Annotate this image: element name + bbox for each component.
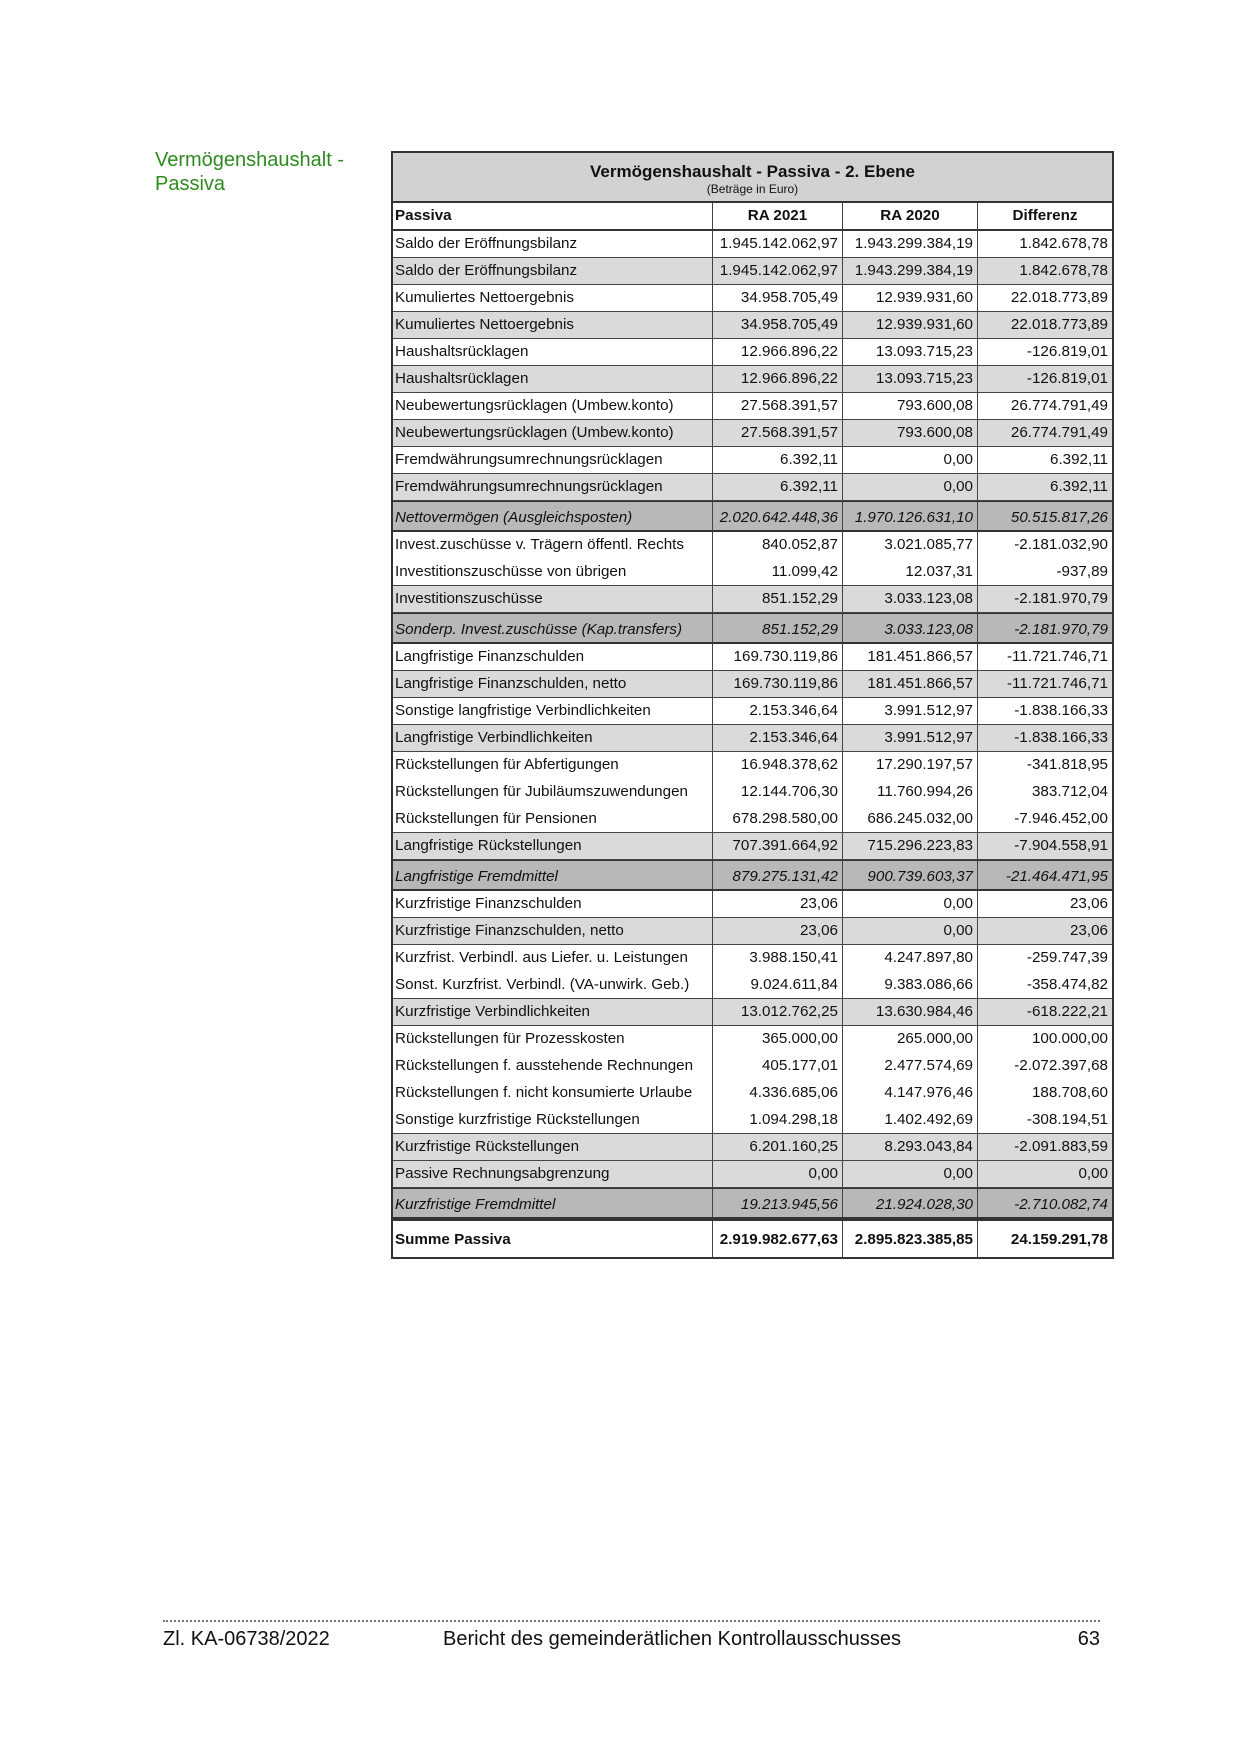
cell-differenz: 22.018.773,89: [1010, 316, 1108, 333]
cell-label: Langfristige Rückstellungen: [393, 833, 713, 859]
cell-label: Sonstige langfristige Verbindlichkeiten: [393, 698, 713, 724]
cell-differenz: -126.819,01: [1026, 370, 1108, 387]
cell-ra-2020: 4.247.897,80: [843, 945, 978, 972]
cell-label: Summe Passiva: [393, 1221, 713, 1257]
total-row: [393, 1188, 1112, 1219]
cell-differenz: 383.712,04: [1031, 783, 1108, 800]
cell-ra-2020: 13.093.715,23: [843, 339, 978, 365]
cell-ra-2020: 0,00: [843, 891, 978, 917]
cell-ra-2021: 16.948.378,62: [713, 752, 843, 779]
cell-differenz: 6.392,11: [1050, 478, 1108, 495]
total-row: [393, 613, 1112, 644]
subtotal-row: [393, 725, 1112, 752]
cell-differenz: 24.159.291,78: [1010, 1231, 1108, 1248]
cell-ra-2020: 900.739.603,37: [843, 861, 978, 889]
cell-ra-2021: 13.012.762,25: [713, 999, 843, 1025]
cell-differenz: -341.818,95: [1026, 756, 1108, 773]
table-title: Vermögenshaushalt - Passiva - 2. Ebene: [589, 162, 916, 181]
cell-label: Sonstige kurzfristige Rückstellungen: [393, 1107, 713, 1133]
footer-title: Bericht des gemeinderätlichen Kontrollausschusses: [443, 1628, 902, 1650]
cell-differenz: -7.904.558,91: [1014, 837, 1108, 854]
cell-label: Haushaltsrücklagen: [393, 339, 713, 365]
cell-ra-2021: 169.730.119,86: [713, 671, 843, 697]
cell-differenz: -11.721.746,71: [1006, 675, 1108, 692]
cell-differenz: 22.018.773,89: [1010, 289, 1108, 306]
cell-label: Langfristige Finanzschulden: [393, 644, 713, 670]
cell-ra-2021: 11.099,42: [713, 559, 843, 585]
cell-label: Langfristige Fremdmittel: [393, 861, 713, 889]
cell-differenz: -2.181.970,79: [1014, 621, 1108, 638]
table-row: [393, 752, 1112, 779]
cell-label: Investitionszuschüsse: [393, 586, 713, 612]
total-row: [393, 860, 1112, 891]
cell-ra-2020: 1.943.299.384,19: [843, 258, 978, 284]
cell-ra-2020: 1.402.492,69: [843, 1107, 978, 1133]
cell-ra-2020: 9.383.086,66: [843, 972, 978, 998]
footer-divider: [163, 1620, 1100, 1622]
cell-ra-2021: 6.201.160,25: [713, 1134, 843, 1160]
subtotal-row: [393, 999, 1112, 1026]
subtotal-row: [393, 586, 1112, 613]
cell-differenz: 0,00: [1078, 1165, 1108, 1182]
column-header-ra2021: RA 2021: [713, 203, 843, 229]
cell-label: Rückstellungen für Prozesskosten: [393, 1026, 713, 1053]
table-row: [393, 447, 1112, 474]
cell-ra-2020: 0,00: [843, 1161, 978, 1187]
cell-ra-2020: 21.924.028,30: [843, 1189, 978, 1217]
cell-ra-2020: 3.991.512,97: [843, 725, 978, 751]
cell-differenz: -1.838.166,33: [1014, 702, 1108, 719]
cell-ra-2020: 3.991.512,97: [843, 698, 978, 724]
subtotal-row: [393, 258, 1112, 285]
cell-label: Haushaltsrücklagen: [393, 366, 713, 392]
cell-ra-2021: 2.153.346,64: [713, 698, 843, 724]
subtotal-row: [393, 366, 1112, 393]
cell-differenz: -2.710.082,74: [1014, 1196, 1108, 1213]
cell-ra-2020: 13.093.715,23: [843, 366, 978, 392]
cell-label: Fremdwährungsumrechnungsrücklagen: [393, 474, 713, 500]
cell-ra-2020: 793.600,08: [843, 420, 978, 446]
subtotal-row: [393, 918, 1112, 945]
table-row: [393, 285, 1112, 312]
cell-label: Invest.zuschüsse v. Trägern öffentl. Rechts: [393, 532, 713, 559]
cell-ra-2020: 11.760.994,26: [843, 779, 978, 806]
cell-ra-2020: 686.245.032,00: [843, 806, 978, 832]
cell-label: Kumuliertes Nettoergebnis: [393, 285, 713, 311]
cell-label: Sonst. Kurzfrist. Verbindl. (VA-unwirk. Geb.): [393, 972, 713, 998]
cell-label: Neubewertungsrücklagen (Umbew.konto): [393, 393, 713, 419]
cell-differenz: 100.000,00: [1031, 1030, 1108, 1047]
cell-label: Rückstellungen für Pensionen: [393, 806, 713, 832]
cell-ra-2021: 23,06: [713, 918, 843, 944]
cell-ra-2021: 169.730.119,86: [713, 644, 843, 670]
footer-reference: Zl. KA-06738/2022: [163, 1628, 330, 1650]
grand-total-row: [393, 1219, 1112, 1257]
cell-ra-2021: 27.568.391,57: [713, 420, 843, 446]
table-row: [393, 532, 1112, 559]
cell-ra-2021: 19.213.945,56: [713, 1189, 843, 1217]
total-row: [393, 501, 1112, 532]
cell-ra-2020: 715.296.223,83: [843, 833, 978, 859]
cell-differenz: 23,06: [1069, 895, 1108, 912]
cell-label: Rückstellungen f. ausstehende Rechnungen: [393, 1053, 713, 1080]
cell-ra-2020: 1.970.126.631,10: [843, 502, 978, 530]
cell-label: Sonderp. Invest.zuschüsse (Kap.transfers): [393, 614, 713, 642]
table-subtitle: (Beträge in Euro): [706, 182, 799, 196]
cell-ra-2021: 23,06: [713, 891, 843, 917]
cell-label: Langfristige Finanzschulden, netto: [393, 671, 713, 697]
cell-differenz: 26.774.791,49: [1010, 397, 1108, 414]
cell-label: Kurzfristige Verbindlichkeiten: [393, 999, 713, 1025]
cell-label: Rückstellungen für Jubiläumszuwendungen: [393, 779, 713, 806]
cell-differenz: -126.819,01: [1026, 343, 1108, 360]
cell-ra-2021: 27.568.391,57: [713, 393, 843, 419]
cell-ra-2020: 4.147.976,46: [843, 1080, 978, 1107]
cell-ra-2021: 12.966.896,22: [713, 366, 843, 392]
cell-ra-2021: 6.392,11: [713, 474, 843, 500]
cell-label: Kurzfristige Finanzschulden, netto: [393, 918, 713, 944]
cell-ra-2020: 17.290.197,57: [843, 752, 978, 779]
cell-label: Kumuliertes Nettoergebnis: [393, 312, 713, 338]
cell-differenz: -618.222,21: [1026, 1003, 1108, 1020]
table-row: [393, 393, 1112, 420]
cell-differenz: -21.464.471,95: [1005, 868, 1108, 885]
cell-ra-2020: 0,00: [843, 918, 978, 944]
cell-ra-2020: 2.895.823.385,85: [843, 1221, 978, 1257]
table-row: [393, 1026, 1112, 1053]
cell-label: Kurzfristige Rückstellungen: [393, 1134, 713, 1160]
cell-label: Saldo der Eröffnungsbilanz: [393, 231, 713, 257]
cell-ra-2021: 707.391.664,92: [713, 833, 843, 859]
cell-label: Saldo der Eröffnungsbilanz: [393, 258, 713, 284]
table-row: [393, 779, 1112, 806]
column-header-ra2020: RA 2020: [843, 203, 978, 229]
column-header-differenz: Differenz: [1012, 207, 1078, 224]
cell-ra-2020: 181.451.866,57: [843, 644, 978, 670]
cell-differenz: -2.181.032,90: [1014, 536, 1108, 553]
cell-differenz: -259.747,39: [1026, 949, 1108, 966]
passiva-table: [391, 151, 1114, 1259]
column-header-row: [393, 203, 1112, 231]
cell-differenz: -358.474,82: [1026, 976, 1108, 993]
cell-differenz: 6.392,11: [1050, 451, 1108, 468]
cell-ra-2020: 2.477.574,69: [843, 1053, 978, 1080]
cell-ra-2020: 181.451.866,57: [843, 671, 978, 697]
cell-differenz: -2.072.397,68: [1014, 1057, 1108, 1074]
cell-ra-2021: 6.392,11: [713, 447, 843, 473]
table-row: [393, 1080, 1112, 1107]
cell-differenz: -2.091.883,59: [1014, 1138, 1108, 1155]
table-row: [393, 806, 1112, 833]
cell-ra-2020: 12.939.931,60: [843, 285, 978, 311]
cell-ra-2020: 3.033.123,08: [843, 614, 978, 642]
cell-ra-2021: 851.152,29: [713, 614, 843, 642]
cell-ra-2021: 1.094.298,18: [713, 1107, 843, 1133]
cell-differenz: -7.946.452,00: [1014, 810, 1108, 827]
cell-ra-2020: 3.021.085,77: [843, 532, 978, 559]
cell-label: Investitionszuschüsse von übrigen: [393, 559, 713, 585]
cell-ra-2021: 879.275.131,42: [713, 861, 843, 889]
cell-differenz: 1.842.678,78: [1019, 262, 1108, 279]
cell-label: Nettovermögen (Ausgleichsposten): [393, 502, 713, 530]
subtotal-row: [393, 1134, 1112, 1161]
table-body: [393, 231, 1112, 1257]
subtotal-row: [393, 1161, 1112, 1188]
cell-ra-2021: 3.988.150,41: [713, 945, 843, 972]
cell-label: Fremdwährungsumrechnungsrücklagen: [393, 447, 713, 473]
cell-ra-2021: 1.945.142.062,97: [713, 258, 843, 284]
table-row: [393, 891, 1112, 918]
cell-ra-2020: 265.000,00: [843, 1026, 978, 1053]
cell-differenz: -11.721.746,71: [1006, 648, 1108, 665]
cell-ra-2020: 3.033.123,08: [843, 586, 978, 612]
cell-differenz: 26.774.791,49: [1010, 424, 1108, 441]
cell-label: Kurzfristige Fremdmittel: [393, 1189, 713, 1217]
cell-ra-2021: 365.000,00: [713, 1026, 843, 1053]
cell-ra-2021: 12.966.896,22: [713, 339, 843, 365]
cell-label: Kurzfristige Finanzschulden: [393, 891, 713, 917]
cell-label: Passive Rechnungsabgrenzung: [393, 1161, 713, 1187]
cell-ra-2021: 9.024.611,84: [713, 972, 843, 998]
column-header-passiva: Passiva: [393, 203, 713, 229]
cell-label: Rückstellungen f. nicht konsumierte Urlaube: [393, 1080, 713, 1107]
cell-ra-2020: 12.037,31: [843, 559, 978, 585]
cell-differenz: 23,06: [1069, 922, 1108, 939]
cell-ra-2021: 0,00: [713, 1161, 843, 1187]
cell-ra-2021: 678.298.580,00: [713, 806, 843, 832]
cell-differenz: -2.181.970,79: [1014, 590, 1108, 607]
cell-ra-2021: 34.958.705,49: [713, 312, 843, 338]
table-row: [393, 231, 1112, 258]
cell-ra-2021: 34.958.705,49: [713, 285, 843, 311]
cell-differenz: -937,89: [1056, 563, 1108, 580]
cell-ra-2021: 2.153.346,64: [713, 725, 843, 751]
cell-ra-2020: 793.600,08: [843, 393, 978, 419]
table-row: [393, 1107, 1112, 1134]
table-header: [393, 153, 1112, 203]
table-row: [393, 698, 1112, 725]
table-row: [393, 1053, 1112, 1080]
cell-ra-2021: 1.945.142.062,97: [713, 231, 843, 257]
cell-differenz: 1.842.678,78: [1019, 235, 1108, 252]
subtotal-row: [393, 420, 1112, 447]
table-row: [393, 972, 1112, 999]
cell-label: Rückstellungen für Abfertigungen: [393, 752, 713, 779]
cell-ra-2021: 12.144.706,30: [713, 779, 843, 806]
table-row: [393, 945, 1112, 972]
cell-differenz: -308.194,51: [1026, 1111, 1108, 1128]
cell-ra-2020: 0,00: [843, 447, 978, 473]
cell-ra-2020: 8.293.043,84: [843, 1134, 978, 1160]
subtotal-row: [393, 474, 1112, 501]
subtotal-row: [393, 833, 1112, 860]
table-row: [393, 644, 1112, 671]
cell-ra-2020: 1.943.299.384,19: [843, 231, 978, 257]
cell-ra-2021: 851.152,29: [713, 586, 843, 612]
cell-label: Kurzfrist. Verbindl. aus Liefer. u. Leistungen: [393, 945, 713, 972]
cell-ra-2021: 840.052,87: [713, 532, 843, 559]
cell-ra-2021: 405.177,01: [713, 1053, 843, 1080]
cell-label: Langfristige Verbindlichkeiten: [393, 725, 713, 751]
cell-differenz: 50.515.817,26: [1010, 509, 1108, 526]
cell-ra-2020: 0,00: [843, 474, 978, 500]
page-number: 63: [1077, 1628, 1100, 1650]
margin-title: Vermögenshaushalt - Passiva: [155, 149, 345, 195]
cell-ra-2020: 12.939.931,60: [843, 312, 978, 338]
cell-label: Neubewertungsrücklagen (Umbew.konto): [393, 420, 713, 446]
cell-ra-2020: 13.630.984,46: [843, 999, 978, 1025]
subtotal-row: [393, 312, 1112, 339]
table-row: [393, 339, 1112, 366]
table-row: [393, 559, 1112, 586]
cell-differenz: -1.838.166,33: [1014, 729, 1108, 746]
cell-ra-2021: 2.020.642.448,36: [713, 502, 843, 530]
cell-ra-2021: 2.919.982.677,63: [713, 1221, 843, 1257]
cell-differenz: 188.708,60: [1031, 1084, 1108, 1101]
subtotal-row: [393, 671, 1112, 698]
cell-ra-2021: 4.336.685,06: [713, 1080, 843, 1107]
